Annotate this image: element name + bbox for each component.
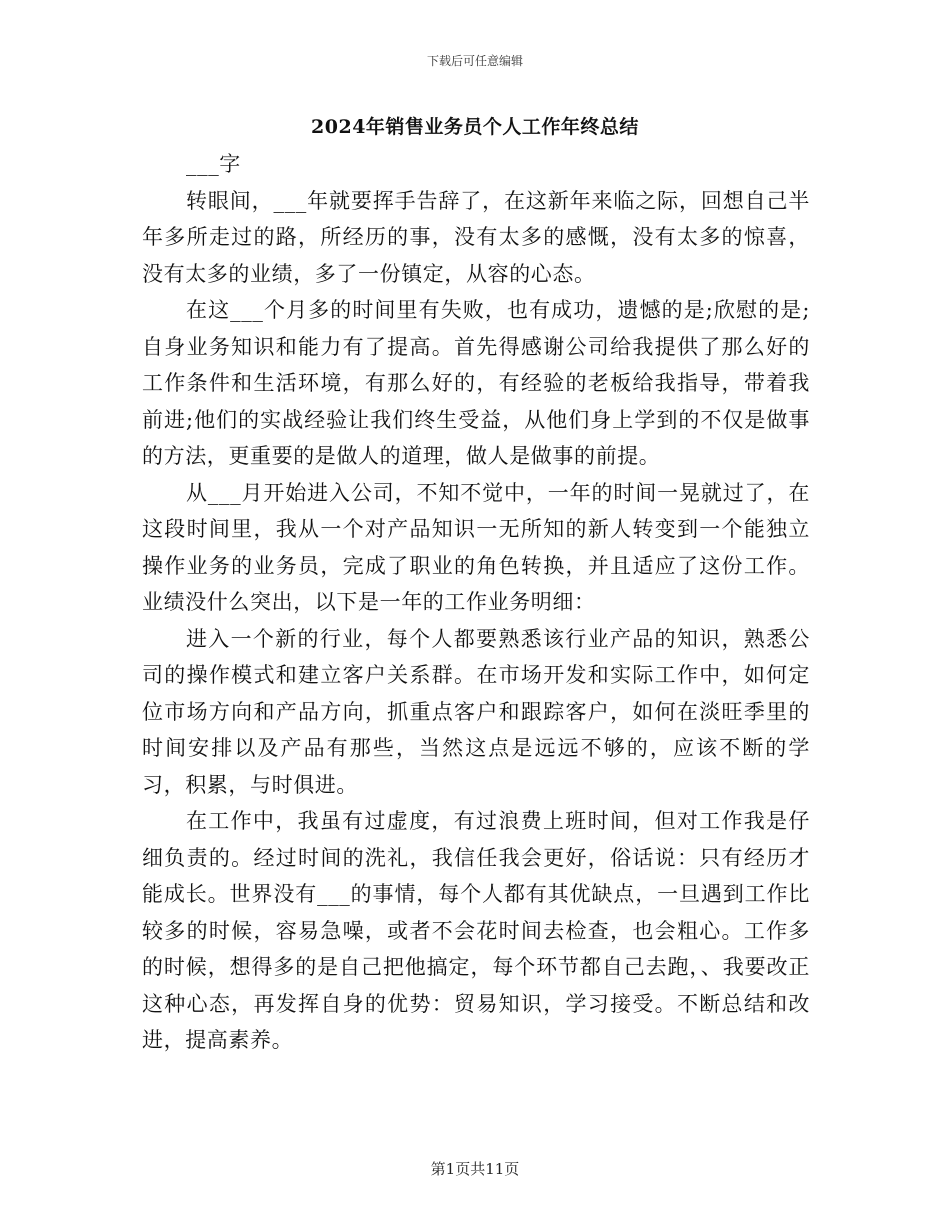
paragraph-self-review: 在工作中，我虽有过虚度，有过浪费上班时间，但对工作我是仔细负责的。经过时间的洗礼，我信任我会更好，俗话说：只有经历才能成长。世界没有___的事情，每个人都有其优缺点，一旦遇到工作比较多的时候，容易急噪，或者不会花时间去检查，也会粗心。工作多的时候，想得多的是自己把他搞定，每个环节都自己去跑，、我要改正这种心态，再发挥自身的优势：贸易知识，学习接受。不断总结和改进，提高素养。	[142, 809, 810, 1052]
document-body	[142, 146, 810, 1059]
page-footer: 第1页共11页	[430, 1160, 520, 1178]
paragraph-reflection: 在这___个月多的时间里有失败，也有成功，遗憾的是;欣慰的是;自身业务知识和能力有了提高。首先得感谢公司给我提供了那么好的工作条件和生活环境，有那么好的，有经验的老板给我指导，带着我前进;他们的实战经验让我们终生受益，从他们身上学到的不仅是做事的方法，更重要的是做人的道理，做人是做事的前提。	[142, 298, 810, 468]
header-note: 下载后可任意编辑	[426, 54, 523, 68]
paragraph-joining: 从___月开始进入公司，不知不觉中，一年的时间一晃就过了，在这段时间里，我从一个对产品知识一无所知的新人转变到一个能独立操作业务的业务员，完成了职业的角色转换，并且适应了这份工作。业绩没什么突出，以下是一年的工作业务明细：	[142, 480, 810, 614]
paragraph-industry: 进入一个新的行业，每个人都要熟悉该行业产品的知识，熟悉公司的操作模式和建立客户关系群。在市场开发和实际工作中，如何定位市场方向和产品方向，抓重点客户和跟踪客户，如何在淡旺季里的时间安排以及产品有那些，当然这点是远远不够的，应该不断的学习，积累，与时俱进。	[142, 626, 810, 797]
document-title: 2024年销售业务员个人工作年终总结	[311, 116, 639, 138]
paragraph-word-count: ___字	[186, 152, 241, 176]
paragraph-intro: 转眼间，___年就要挥手告辞了，在这新年来临之际，回想自己半年多所走过的路，所经历的事，没有太多的感慨，没有太多的惊喜，没有太多的业绩，多了一份镇定，从容的心态。	[142, 188, 810, 286]
